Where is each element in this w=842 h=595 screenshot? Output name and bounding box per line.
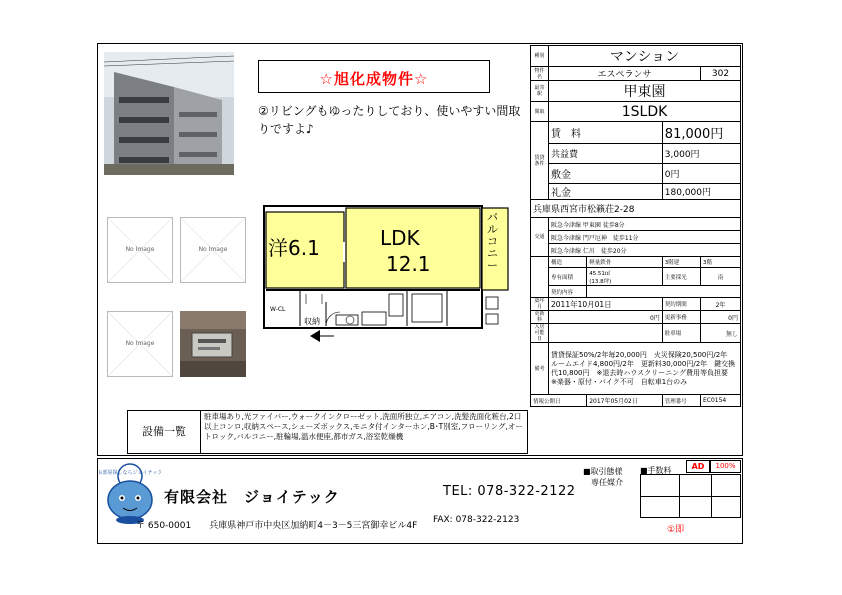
key-exchange-label: 更新事務 bbox=[662, 311, 700, 324]
lease-term-value: 2年 bbox=[701, 298, 741, 311]
percent-badge bbox=[710, 460, 741, 473]
walk-in-closet-label: W-CL bbox=[270, 306, 286, 313]
manage-no-label: 管理番号 bbox=[662, 395, 700, 407]
deposit-label: 敷金 bbox=[549, 164, 663, 184]
address-value: 兵庫県西宮市松籟荘2-28 bbox=[531, 200, 741, 218]
room-ldk-size: 12.1 bbox=[386, 252, 431, 276]
info-date-label: 情報公開日 bbox=[531, 395, 587, 407]
building-photo bbox=[104, 52, 234, 175]
property-info-table bbox=[530, 45, 741, 407]
floors-value: 3階建 bbox=[662, 257, 700, 268]
common-fee-value: 3,000円 bbox=[662, 144, 740, 164]
name-label: 物件名 bbox=[531, 67, 549, 81]
ad-label: AD bbox=[691, 462, 705, 471]
station-label: 最寄駅 bbox=[531, 81, 549, 102]
area-label: 専有面積 bbox=[549, 268, 587, 286]
property-name: エスペランサ bbox=[549, 67, 701, 81]
no-image-label: No Image bbox=[125, 246, 155, 253]
traffic-label: 交通 bbox=[531, 218, 549, 257]
remarks-value: 賃貸保証50%/2年毎20,000円 火災保険20,500円/2年 ルームエイド4,800円/2年 更新料30,000円/2年 鍵交換代10,800円 ※退去時ハウスクリーニング費用等負担要 ※楽器・原付・バイク不可 自転車1台のみ bbox=[549, 343, 741, 395]
comment-text: ②リビングもゆったりしており、使いやすい間取りですよ♪ bbox=[258, 104, 521, 136]
property-type: マンション bbox=[549, 46, 741, 67]
room-western: 洋6.1 bbox=[268, 236, 320, 260]
fee-grid bbox=[640, 474, 741, 518]
layout-label: 間取 bbox=[531, 102, 549, 122]
equipment-label: 設備一覧 bbox=[128, 411, 201, 453]
direction-value: 南 bbox=[701, 268, 741, 286]
room-number: 302 bbox=[701, 67, 741, 81]
renewal-fee-label: 更新料 bbox=[531, 311, 549, 324]
common-fee-label: 共益費 bbox=[549, 144, 663, 164]
parking-label: 駐車場 bbox=[662, 324, 700, 343]
floor-number: 3階 bbox=[701, 257, 741, 268]
deal-type-value: 専任媒介 bbox=[591, 478, 623, 487]
mascot-logo bbox=[99, 462, 161, 524]
photo-placeholder-1 bbox=[107, 217, 173, 283]
direction-label: 主要採光 bbox=[662, 268, 700, 286]
built-value: 2011年10月01日 bbox=[549, 298, 663, 311]
balcony-label: バルコニー bbox=[487, 211, 498, 272]
rent-label: 賃 料 bbox=[549, 122, 663, 144]
floor-plan bbox=[262, 202, 512, 355]
equipment-box bbox=[127, 410, 528, 454]
fee-label: ■手数料 bbox=[640, 466, 672, 475]
key-money-value: 180,000円 bbox=[662, 184, 740, 200]
no-image-label: No Image bbox=[125, 340, 155, 347]
company-name: 有限会社 ジョイテック bbox=[164, 488, 340, 506]
mascot-text: お部屋探しならジョイテック bbox=[99, 470, 161, 476]
key-exchange-value: 0円 bbox=[701, 311, 741, 324]
no-image-label: No Image bbox=[198, 246, 228, 253]
room-ldk-label: LDK bbox=[380, 226, 420, 250]
building-label bbox=[531, 257, 549, 298]
entrance-plate-photo bbox=[180, 311, 246, 377]
manage-no-value: EC0154 bbox=[701, 395, 741, 407]
campaign-title: ☆旭化成物件☆ bbox=[319, 70, 429, 88]
move-in-value bbox=[549, 324, 663, 343]
move-in-label: 入居可能日 bbox=[531, 324, 549, 343]
company-tel: TEL: 078-322-2122 bbox=[443, 484, 576, 499]
structure-label: 構造 bbox=[549, 257, 587, 268]
contract-label: 契約内容 bbox=[549, 286, 587, 298]
key-money-label: 礼金 bbox=[549, 184, 663, 200]
ad-badge bbox=[686, 460, 710, 473]
stamp-mark: ①即 bbox=[667, 525, 685, 535]
storage-label: 収納 bbox=[304, 317, 320, 326]
remarks-label: 備考 bbox=[531, 343, 549, 395]
traffic-line-1: 阪急今津線 甲東園 徒歩8分 bbox=[549, 218, 741, 231]
contract-value bbox=[587, 286, 741, 298]
campaign-banner bbox=[258, 60, 490, 93]
type-label: 種別 bbox=[531, 46, 549, 67]
photo-placeholder-3 bbox=[107, 311, 173, 377]
rent-value: 81,000円 bbox=[662, 122, 740, 144]
conditions-label: 賃貸条件 bbox=[531, 122, 549, 200]
equipment-list: 駐車場あり,光ファイバー,ウォークインクローゼット,洗面所独立,エアコン,洗髪洗面化粧台,2口以上コンロ,収納スペース,シューズボックス,モニタ付インターホン,B･T別室,フローリング,オートロック,バルコニー,駐輪場,温水便座,都市ガス,浴室乾燥機 bbox=[204, 412, 523, 441]
company-fax: FAX: 078-322-2123 bbox=[433, 515, 520, 525]
renewal-fee-value: 0円 bbox=[549, 311, 663, 324]
built-label: 築年月 bbox=[531, 298, 549, 311]
traffic-line-3: 阪急今津線 仁川 徒歩20分 bbox=[549, 244, 741, 257]
deal-type-label: ■取引態様 bbox=[583, 467, 623, 476]
area-value: 45.51㎡ (13.8坪) bbox=[587, 268, 663, 286]
nearest-station: 甲東園 bbox=[549, 81, 741, 102]
company-address: 〒 650-0001 兵庫県神戸市中央区加納町4－3－5三宮御幸ビル4F bbox=[136, 521, 418, 531]
info-date-value: 2017年05月02日 bbox=[587, 395, 663, 407]
parking-value: 無し bbox=[701, 324, 741, 343]
photo-placeholder-2 bbox=[180, 217, 246, 283]
layout-value: 1SLDK bbox=[549, 102, 741, 122]
lease-term-label: 契約期間 bbox=[662, 298, 700, 311]
structure-value: 軽量鉄骨 bbox=[587, 257, 663, 268]
deposit-value: 0円 bbox=[662, 164, 740, 184]
percent-value: 100% bbox=[715, 462, 736, 470]
deal-type-block bbox=[583, 466, 623, 488]
traffic-line-2: 阪急今津線 門戸厄神 徒歩11分 bbox=[549, 231, 741, 244]
